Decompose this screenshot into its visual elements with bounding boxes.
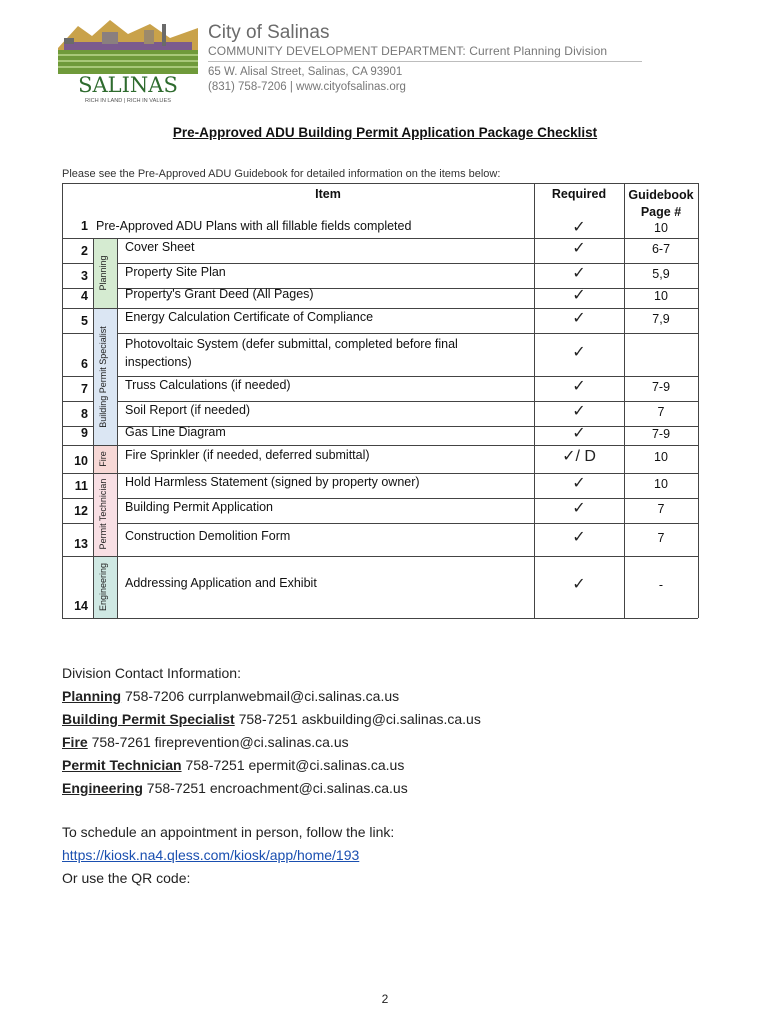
row-item: Energy Calculation Certificate of Compliance [125,309,374,324]
row-required-check: ✓ [572,377,586,395]
table-header-rule [534,238,698,239]
band-label-engineering: Engineering [98,562,108,612]
header-item: Item [315,187,341,201]
contact-dept: Engineering [62,780,143,796]
row-divider-num [62,238,93,239]
row-required-check: ✓ [572,499,586,517]
contact-heading: Division Contact Information: [62,665,241,681]
row-item: Soil Report (if needed) [125,402,251,417]
row-divider-num [62,376,93,377]
table-left-border [62,183,63,618]
row-number: 10 [74,454,88,468]
header-required: Required [551,187,607,201]
contact-dept: Planning [62,688,122,704]
row-number: 5 [81,314,88,328]
row-item: Property's Grant Deed (All Pages) [125,287,314,301]
row-page: 7,9 [652,311,670,326]
row-item: Cover Sheet [125,239,195,254]
row-divider [117,523,698,524]
row-page: - [658,578,664,592]
document-title: Pre-Approved ADU Building Permit Application Package Checklist [172,125,598,140]
row-item: Property Site Plan [125,264,226,279]
address-line: 65 W. Alisal Street, Salinas, CA 93901 [208,66,403,78]
row-divider-num [62,498,93,499]
row-page: 7-9 [651,379,671,394]
row-page: 10 [654,289,668,303]
header-guidebook-page [624,187,698,221]
row-required-check: ✓ [572,239,586,257]
contact-line [62,757,404,773]
header-guidebook: Guidebook [628,188,694,202]
band-label-building: Building Permit Specialist [98,326,108,428]
row-required-check: ✓ [572,424,586,442]
row-number: 2 [81,244,88,258]
row-divider-num [62,308,93,309]
row-required-check: ✓/ D [562,448,596,465]
page-number: 2 [381,992,389,1006]
row-required-check: ✓ [572,528,586,546]
row-required-check: ✓ [572,218,586,236]
row-number: 12 [74,504,88,518]
row-number: 6 [81,357,88,371]
table-band-right-line [117,238,118,618]
row-required-check: ✓ [572,287,586,304]
row-divider [117,556,698,557]
contact-line [62,734,349,750]
row-number: 3 [81,269,88,283]
table-band-top [93,238,117,239]
contact-dept: Building Permit Specialist [62,711,235,727]
qr-text: Or use the QR code: [62,870,191,886]
row-number: 7 [81,382,88,396]
row-item: Fire Sprinkler (if needed, deferred submittal) [125,448,370,462]
row-divider-num [62,401,93,402]
row-item-cont: inspections) [125,355,192,369]
row-page: 7-9 [651,426,671,441]
contact-line [62,711,481,727]
header-page-num: Page # [640,205,682,219]
table-band-left-line [93,238,94,618]
row-item: Construction Demolition Form [125,528,291,543]
table-bottom-border [62,618,698,619]
row-page: 6-7 [651,241,671,256]
row-required-check: ✓ [572,576,586,593]
contact-info: 758-7206 currplanwebmail@ci.salinas.ca.us [121,688,400,704]
table-page-line [624,183,625,618]
table-band-divider-4 [93,556,117,557]
row-page: 7 [657,404,665,419]
table-required-line [534,183,535,618]
checklist-table [62,183,698,618]
row-number: 4 [81,289,88,303]
department-name: COMMUNITY DEVELOPMENT DEPARTMENT: Current Planning Division [208,44,608,58]
row-number: 1 [81,219,88,233]
row-required-check: ✓ [572,402,586,420]
row-divider-num [62,333,93,334]
contact-dept: Fire [62,734,88,750]
row-page: 10 [654,450,668,464]
schedule-link[interactable]: https://kiosk.na4.qless.com/kiosk/app/home/193 [62,847,360,863]
logo-wordmark: SALINAS [78,73,178,97]
header-divider [208,61,642,62]
row-divider-num [62,445,93,446]
band-label-planning: Planning [98,255,108,291]
table-band-divider-2 [93,445,117,446]
row-item: Addressing Application and Exhibit [125,576,317,590]
row-page: 5,9 [652,266,670,281]
band-label-permit-technician: Permit Technician [98,478,108,550]
logo-tagline: RICH IN LAND | RICH IN VALUES [85,98,171,104]
intro-text: Please see the Pre-Approved ADU Guidebook for detailed information on the items below: [62,168,501,180]
contact-dept: Permit Technician [62,757,182,773]
row-item: Gas Line Diagram [125,424,226,439]
schedule-text: To schedule an appointment in person, follow the link: [62,824,395,840]
row-required-check: ✓ [572,309,586,327]
row-page: 7 [657,501,665,516]
contact-line [62,688,399,704]
row-page: 7 [657,530,665,545]
table-top-border [62,183,698,184]
row-divider-num [62,263,93,264]
contact-line [62,780,408,796]
row-item: Pre-Approved ADU Plans with all fillable fields completed [96,218,412,233]
row-number: 9 [81,426,88,440]
row-item: Truss Calculations (if needed) [125,377,291,392]
table-band-divider-1 [93,308,117,309]
band-label-fire: Fire [98,451,108,467]
table-right-border [698,183,699,618]
row-divider [117,333,698,334]
row-required-check: ✓ [572,264,586,282]
row-page: 10 [654,476,668,491]
phone-web-line: (831) 758-7206 | www.cityofsalinas.org [208,81,406,93]
table-band-divider-3 [93,473,117,474]
row-divider-num [62,556,93,557]
city-name: City of Salinas [208,22,330,43]
row-number: 14 [74,599,88,613]
contact-info: 758-7251 encroachment@ci.salinas.ca.us [142,780,408,796]
contact-info: 758-7251 epermit@ci.salinas.ca.us [181,757,405,773]
row-number: 13 [74,537,88,551]
salinas-logo [58,18,198,104]
row-page: 10 [654,220,668,235]
row-item: Building Permit Application [125,499,273,514]
row-item: Hold Harmless Statement (signed by property owner) [125,474,420,489]
contact-info: 758-7261 fireprevention@ci.salinas.ca.us [87,734,349,750]
row-divider-num [62,523,93,524]
row-required-check: ✓ [572,343,586,361]
contact-info: 758-7251 askbuilding@ci.salinas.ca.us [234,711,481,727]
row-number: 8 [81,407,88,421]
header-address [208,65,406,95]
row-required-check: ✓ [572,474,586,492]
row-number: 11 [74,479,88,493]
row-item: Photovoltaic System (defer submittal, completed before final [125,337,458,351]
row-divider-num [62,473,93,474]
